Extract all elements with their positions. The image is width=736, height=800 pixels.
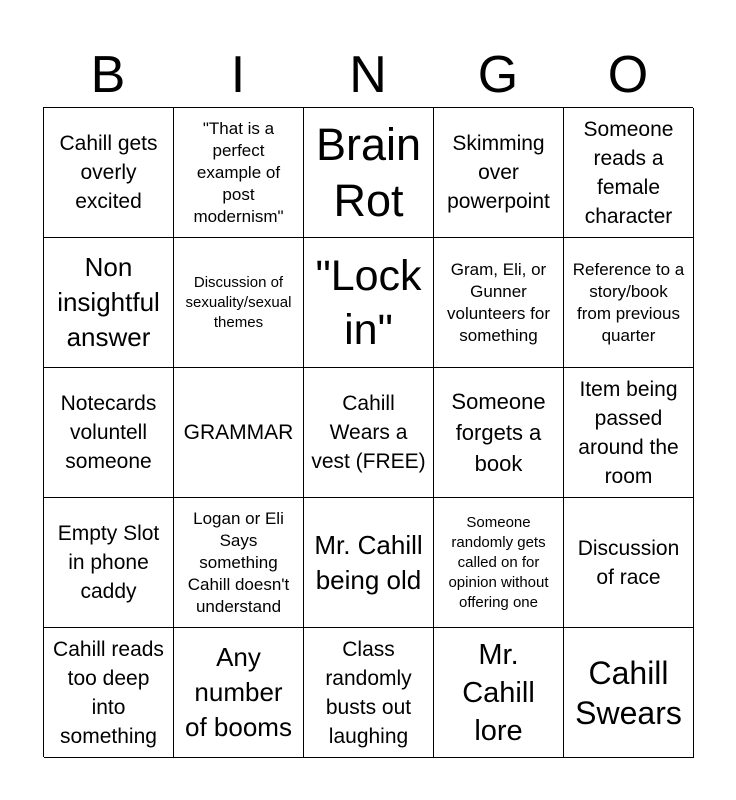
cell-text: Discussion of sexuality/sexual themes	[185, 273, 292, 331]
cell-text: Someone reads a female character	[583, 117, 674, 228]
cell-text: Item being passed around the room	[578, 377, 679, 488]
bingo-cell[interactable]	[44, 108, 174, 238]
bingo-cell[interactable]	[44, 368, 174, 498]
bingo-cell[interactable]	[564, 628, 694, 758]
cell-text: Any number of booms	[185, 642, 292, 742]
bingo-cell[interactable]	[304, 498, 434, 628]
header-letter-g: G	[477, 46, 519, 104]
bingo-cell[interactable]	[564, 108, 694, 238]
bingo-cell[interactable]	[44, 498, 174, 628]
header-letter-o: O	[607, 46, 649, 104]
bingo-cell[interactable]	[564, 368, 694, 498]
cell-text: Brain Rot	[315, 118, 422, 226]
bingo-cell[interactable]	[434, 108, 564, 238]
bingo-cell[interactable]	[304, 238, 434, 368]
cell-text: Cahill Swears	[575, 654, 682, 731]
bingo-cell[interactable]	[434, 238, 564, 368]
bingo-cell[interactable]	[564, 498, 694, 628]
cell-text: Discussion of race	[577, 536, 680, 589]
bingo-header	[43, 44, 693, 106]
bingo-cell[interactable]	[434, 498, 564, 628]
cell-text: Cahill Wears a vest (FREE)	[311, 392, 426, 473]
bingo-cell[interactable]	[564, 238, 694, 368]
cell-text: Logan or Eli Says something Cahill doesn't understand	[187, 508, 290, 616]
cell-text: Someone forgets a book	[451, 389, 546, 476]
cell-text: Notecards voluntell someone	[60, 392, 157, 473]
bingo-cell[interactable]	[174, 368, 304, 498]
bingo-cell[interactable]	[44, 238, 174, 368]
cell-text: Non insightful answer	[57, 252, 160, 352]
bingo-cell[interactable]	[434, 628, 564, 758]
cell-text: Gram, Eli, or Gunner volunteers for something	[447, 259, 550, 345]
cell-text: Skimming over powerpoint	[447, 132, 550, 213]
header-letter-n: N	[349, 46, 387, 104]
bingo-cell[interactable]	[174, 238, 304, 368]
bingo-cell[interactable]	[44, 628, 174, 758]
cell-text: "Lock in"	[315, 251, 422, 354]
cell-text: Cahill gets overly excited	[59, 132, 158, 213]
bingo-cell[interactable]	[174, 108, 304, 238]
bingo-cell[interactable]	[174, 628, 304, 758]
cell-text: Reference to a story/book from previous quarter	[572, 259, 685, 345]
cell-text: Empty Slot in phone caddy	[57, 522, 160, 603]
bingo-cell[interactable]	[304, 368, 434, 498]
cell-text: Someone randomly gets called on for opinion without offering one	[448, 513, 549, 611]
cell-text: GRAMMAR	[183, 421, 294, 444]
cell-text: Mr. Cahill lore	[462, 638, 535, 747]
cell-text: Cahill reads too deep into something	[53, 637, 164, 748]
cell-text: Mr. Cahill being old	[314, 529, 423, 595]
header-letter-i: I	[230, 46, 246, 104]
cell-text: Class randomly busts out laughing	[325, 637, 412, 748]
header-letter-b: B	[90, 46, 126, 104]
bingo-cell[interactable]	[304, 108, 434, 238]
bingo-cell[interactable]	[174, 498, 304, 628]
bingo-cell[interactable]	[304, 628, 434, 758]
bingo-board	[43, 107, 693, 757]
bingo-cell[interactable]	[434, 368, 564, 498]
cell-text: "That is a perfect example of post modernism"	[193, 118, 284, 226]
